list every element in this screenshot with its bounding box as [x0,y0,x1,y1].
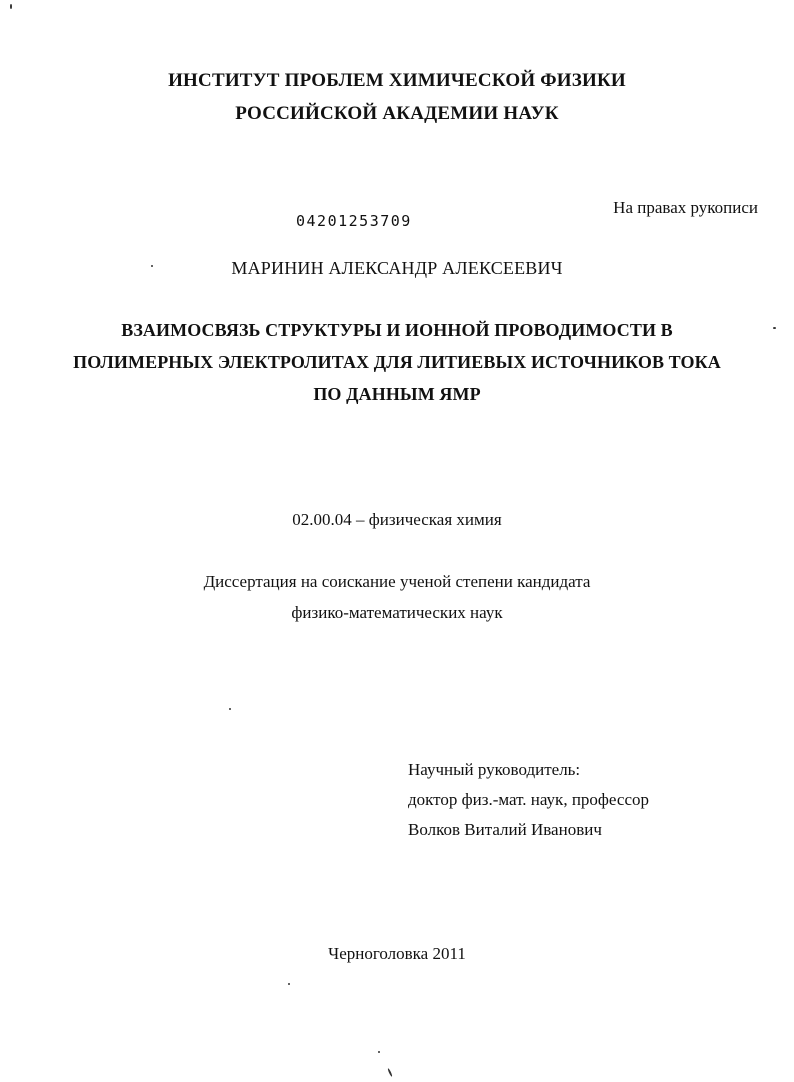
place-and-year: Черноголовка 2011 [328,944,466,963]
scan-speck [387,1068,393,1077]
dissertation-title-line-1: ВЗАИМОСВЯЗЬ СТРУКТУРЫ И ИОННОЙ ПРОВОДИМОСТИ В [121,320,673,340]
supervisor-degree: доктор физ.-мат. наук, профессор [408,790,649,809]
scan-speck [151,265,153,267]
scan-speck [773,327,776,329]
specialty-code: 02.00.04 – физическая химия [292,510,502,529]
scan-speck [10,4,12,9]
author-name: МАРИНИН АЛЕКСАНДР АЛЕКСЕЕВИЧ [231,258,563,278]
scan-speck [378,1051,380,1053]
supervisor-label: Научный руководитель: [408,760,581,779]
catalog-number: 04201253709 [296,212,412,230]
institute-line-1: ИНСТИТУТ ПРОБЛЕМ ХИМИЧЕСКОЙ ФИЗИКИ [168,70,626,91]
dissertation-degree-line-1: Диссертация на соискание ученой степени кандидата [203,572,591,591]
supervisor-name: Волков Виталий Иванович [408,820,602,839]
institute-line-2: РОССИЙСКОЙ АКАДЕМИИ НАУК [235,103,559,124]
dissertation-title-line-2: ПОЛИМЕРНЫХ ЭЛЕКТРОЛИТАХ ДЛЯ ЛИТИЕВЫХ ИСТОЧНИКОВ ТОКА [73,352,721,372]
scan-speck [288,983,290,985]
scan-speck [229,708,231,710]
dissertation-degree-line-2: физико-математических наук [291,603,503,622]
manuscript-rights: На правах рукописи [613,198,758,217]
dissertation-title-line-3: ПО ДАННЫМ ЯМР [313,384,481,404]
